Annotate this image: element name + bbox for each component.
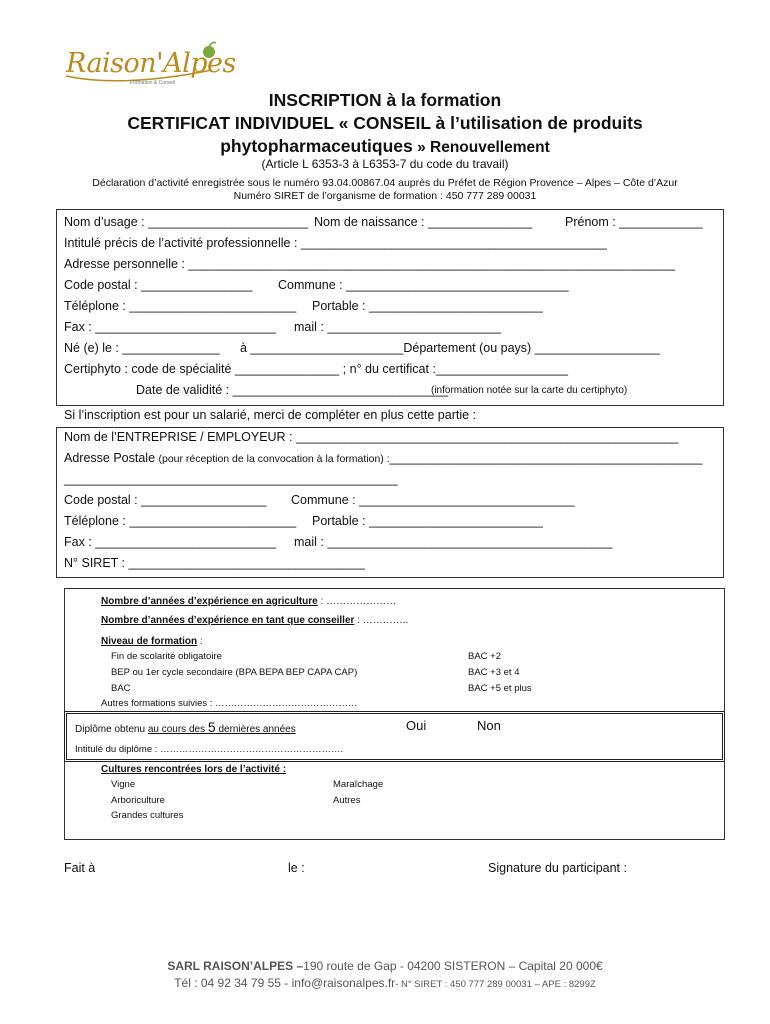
niveau-formation-colon: : bbox=[197, 636, 203, 647]
cultures-heading: Cultures rencontrées lors de l’activité : bbox=[101, 764, 287, 775]
adresse-postale-note: (pour réception de la convocation à la formation) : bbox=[158, 453, 390, 465]
siret-organisme: Numéro SIRET de l’organisme de formation : 450 777 289 00031 bbox=[233, 190, 537, 202]
experience-conseil-field[interactable] bbox=[101, 615, 408, 626]
niveau-formation-label: Niveau de formation bbox=[101, 636, 198, 647]
entreprise-field[interactable]: Nom de l’ENTREPRISE / EMPLOYEUR : _______________________________________________________ bbox=[64, 430, 679, 444]
employeur-portable-field[interactable]: Portable : _________________________ bbox=[312, 514, 543, 528]
fax-field[interactable]: Fax : __________________________ bbox=[64, 320, 277, 334]
mail-field[interactable]: mail : _________________________ bbox=[294, 320, 502, 334]
telephone-field[interactable]: Téléplone : ________________________ bbox=[64, 299, 297, 313]
employeur-fax-field[interactable]: Fax : __________________________ bbox=[64, 535, 277, 549]
niveau-option-bep[interactable]: BEP ou 1er cycle secondaire (BPA BEPA BEP CAPA CAP) bbox=[111, 667, 358, 678]
footer-company: SARL RAISON’ALPES – bbox=[167, 959, 304, 973]
adresse-postale-line2[interactable]: ________________________________________________ bbox=[64, 472, 398, 486]
commune-field[interactable]: Commune : ________________________________ bbox=[278, 278, 569, 292]
naissance-date-field[interactable]: Né (e) le : ______________ bbox=[64, 341, 220, 355]
footer-tel: Tél : 04 92 34 79 55 - info@raisonalpes.fr bbox=[174, 976, 396, 990]
culture-option-autres[interactable]: Autres bbox=[333, 795, 361, 806]
experience-agriculture-label: Nombre d’années d’expérience en agriculture bbox=[101, 596, 318, 607]
employeur-telephone-field[interactable]: Téléplone : ________________________ bbox=[64, 514, 297, 528]
experience-agriculture-field[interactable] bbox=[101, 596, 396, 607]
validite-note: (information notée sur la carte du certiphyto) bbox=[431, 385, 628, 396]
adresse-field[interactable]: Adresse personnelle : ______________________________________________________________________ bbox=[64, 257, 676, 271]
title-phyto: phytopharmaceutiques bbox=[220, 136, 413, 156]
nom-usage-field[interactable]: Nom d’usage : _______________________ bbox=[64, 215, 308, 229]
diplome-periode-a: au cours des bbox=[147, 724, 208, 735]
niveau-formation-heading bbox=[101, 636, 203, 647]
nom-naissance-field[interactable]: Nom de naissance : _______________ bbox=[314, 215, 533, 229]
fait-a-field[interactable]: Fait à bbox=[64, 861, 96, 875]
culture-option-maraichage[interactable]: Maraîchage bbox=[333, 779, 384, 790]
diplome-non-option[interactable]: Non bbox=[477, 718, 501, 733]
niveau-option-scolarite[interactable]: Fin de scolarité obligatoire bbox=[111, 651, 222, 662]
declaration: Déclaration d’activité enregistrée sous le numéro 93.04.00867.04 auprès du Préfet de Région Provence – Alpes – Côte d’Azur bbox=[92, 177, 678, 189]
diplome-obtenu-field bbox=[75, 719, 296, 735]
niveau-option-bac5[interactable]: BAC +5 et plus bbox=[468, 683, 532, 694]
portable-field[interactable]: Portable : _________________________ bbox=[312, 299, 543, 313]
employeur-mail-field[interactable]: mail : _________________________________________ bbox=[294, 535, 613, 549]
title-line1: INSCRIPTION à la formation bbox=[268, 90, 502, 110]
logo-text: Raison'Alpes bbox=[66, 48, 236, 79]
culture-option-arboriculture[interactable]: Arboriculture bbox=[111, 795, 165, 806]
code-postal-field[interactable]: Code postal : ________________ bbox=[64, 278, 253, 292]
autres-formations-field[interactable]: Autres formations suivies : ……………………………………… bbox=[101, 698, 358, 709]
footer-address bbox=[0, 959, 770, 973]
experience-conseil-label: Nombre d’années d’expérience en tant que conseiller bbox=[101, 615, 355, 626]
diplome-oui-option[interactable]: Oui bbox=[406, 718, 427, 733]
naissance-lieu-field[interactable]: à ______________________Département (ou pays) __________________ bbox=[240, 341, 660, 355]
footer-address-text: 190 route de Gap - 04200 SISTERON – Capital 20 000€ bbox=[303, 959, 603, 973]
employeur-commune-field[interactable]: Commune : _______________________________ bbox=[291, 493, 575, 507]
title-line2: CERTIFICAT INDIVIDUEL « CONSEIL à l’utilisation de produits bbox=[127, 113, 643, 133]
experience-agriculture-dots: : ………………… bbox=[317, 596, 397, 607]
footer-contact bbox=[0, 976, 770, 990]
niveau-option-bac[interactable]: BAC bbox=[111, 683, 131, 694]
employeur-code-postal-field[interactable]: Code postal : __________________ bbox=[64, 493, 267, 507]
intitule-activite-field[interactable]: Intitulé précis de l’activité professionnelle : ____________________________________________ bbox=[64, 236, 607, 250]
niveau-option-bac3[interactable]: BAC +3 et 4 bbox=[468, 667, 520, 678]
adresse-postale-field[interactable] bbox=[64, 451, 702, 465]
signature-field[interactable]: Signature du participant : bbox=[488, 861, 627, 875]
employeur-siret-field[interactable]: N° SIRET : __________________________________ bbox=[64, 556, 365, 570]
adresse-postale-line1: _____________________________________________ bbox=[389, 451, 703, 465]
title-line3 bbox=[0, 136, 770, 157]
article-ref: (Article L 6353-3 à L6353-7 du code du travail) bbox=[261, 157, 509, 171]
certiphyto-field[interactable]: Certiphyto : code de spécialité _______________ ; n° du certificat :___________________ bbox=[64, 362, 568, 376]
intitule-diplome-field[interactable]: Intitulé du diplôme : …………………………………………………. bbox=[75, 744, 344, 755]
niveau-option-bac2[interactable]: BAC +2 bbox=[468, 651, 502, 662]
diplome-label: Diplôme obtenu bbox=[75, 724, 148, 735]
prenom-field[interactable]: Prénom : ____________ bbox=[565, 215, 703, 229]
date-field[interactable]: le : bbox=[288, 861, 305, 875]
title-renouvellement: » Renouvellement bbox=[412, 139, 550, 156]
diplome-periode-b: dernières années bbox=[215, 724, 296, 735]
experience-conseil-dots: : ………….. bbox=[354, 615, 409, 626]
adresse-postale-label: Adresse Postale bbox=[64, 451, 159, 465]
footer-siret: - N° SIRET : 450 777 289 00031 – APE : 8299Z bbox=[395, 979, 596, 990]
logo-tagline: Formation & Conseil bbox=[130, 80, 176, 86]
validite-field[interactable]: Date de validité : _______________________________ bbox=[136, 383, 449, 397]
salarie-intro: Si l’inscription est pour un salarié, merci de compléter en plus cette partie : bbox=[64, 408, 476, 422]
culture-option-grandes-cultures[interactable]: Grandes cultures bbox=[111, 810, 184, 821]
culture-option-vigne[interactable]: Vigne bbox=[111, 779, 136, 790]
diplome-periode-num: 5 bbox=[207, 719, 216, 735]
